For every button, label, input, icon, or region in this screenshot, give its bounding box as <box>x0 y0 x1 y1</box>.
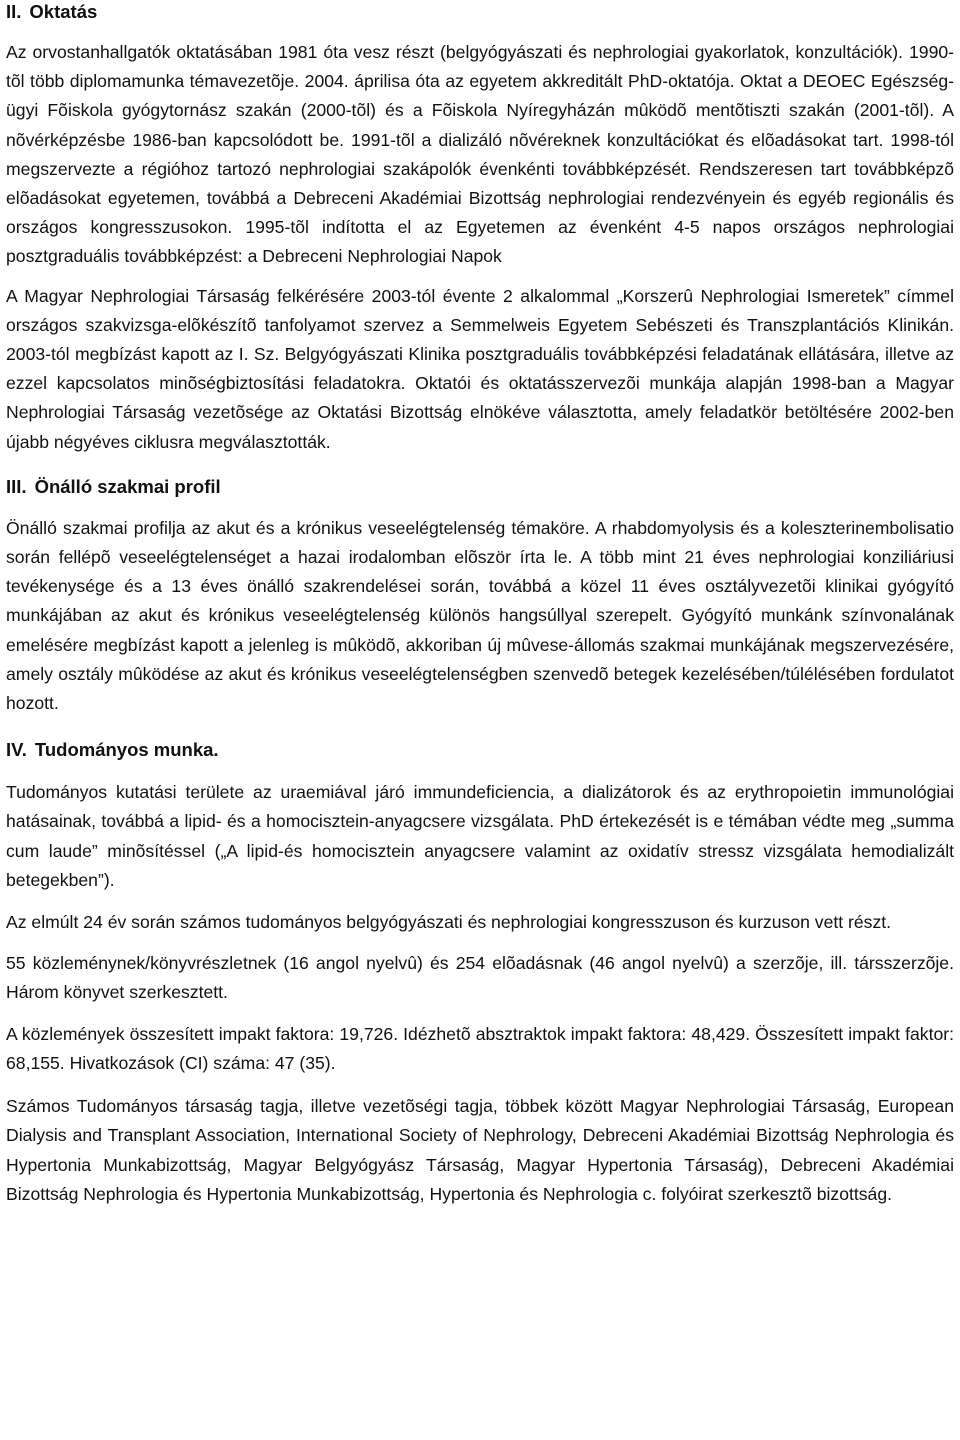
paragraph: A közlemények összesített impakt faktora: 19,726. Idézhetõ absztraktok impakt faktora: 48,429. Összesített impakt faktor: 68,155. Hivatkozások (CI) száma: 47 (35). <box>6 1023 954 1073</box>
section-title: Oktatás <box>29 1 98 22</box>
section-title: Önálló szakmai profil <box>34 475 221 497</box>
paragraph: Az elmúlt 24 év során számos tudományos belgyógyászati és nephrologiai kongresszuson és kurzuson vett részt. <box>6 912 892 933</box>
section-number: III. <box>6 475 27 497</box>
paragraph: 55 közleménynek/könyvrészletnek (16 angol nyelvû) és 254 elõadásnak (46 angol nyelvû) a szerzõje, ill. társszerzõje. Három könyvet szerkesztett. <box>6 953 954 1003</box>
section-title: Tudományos munka. <box>34 739 219 761</box>
paragraph: A Magyar Nephrologiai Társaság felkérésére 2003-tól évente 2 alkalommal „Korszerû Nephrologiai Ismeretek” címmel országos szakvizsga-elõkészítõ tanfolyamot szervez a Semmelweis Egyetem Sebészeti és Transzplantációs Klinikán. 2003-tól megbízást kapott az I. Sz. Belgyógyászati Klinika posztgraduális továbbképzési feladatának ellátására, illetve az ezzel kapcsolatos minõségbiztosítási feladatokra. Oktatói és oktatásszervezõi munkája alapján 1998-ban a Magyar Nephrologiai Társaság vezetõsége az Oktatási Bizottság elnökéve választotta, amely feladatkör betöltésére 2002-ben újabb négyéves ciklusra megválasztották. <box>6 285 954 452</box>
section-heading-oktatas <box>6 0 954 24</box>
paragraph: Tudományos kutatási területe az uraemiával járó immundeficiencia, a dializátorok és az erythropoietin immunológiai hatásainak, továbbá a lipid- és a homocisztein-anyagcsere vizsgálata. PhD értekezését is e témában védte meg „summa cum laude” minõsítéssel („A lipid-és homocisztein anyagcsere valamint az oxidatív stressz vizsgálata hemodializált betegekben”). <box>6 782 954 890</box>
paragraph: Számos Tudományos társaság tagja, illetve vezetõségi tagja, többek között Magyar Nephrologiai Társaság, European Dialysis and Transplant Association, International Society of Nephrology, Debreceni Akadémiai Bizottság Nephrologia és Hypertonia Munkabizottság, Magyar Belgyógyász Társaság, Magyar Hypertonia Társaság), Debreceni Akadémiai Bizottság Nephrologia és Hypertonia Munkabizottság, Hypertonia és Nephrologia c. folyóirat szerkesztõ bizottság. <box>6 1096 954 1204</box>
paragraph: Az orvostanhallgatók oktatásában 1981 óta vesz részt (belgyógyászati és nephrologiai gyakorlatok, konzultációk). 1990-tõl több diplomamunka témavezetõje. 2004. áprilisa óta az egyetem akkreditált PhD-oktatója. Oktat a DEOEC Egészség-ügyi Fõiskola gyógytornász szakán (2000-tõl) és a Fõiskola Nyíregyházán mûködõ mentõtiszti szakán (2001-tõl). A nõvérképzésbe 1986-ban kapcsolódott be. 1991-tõl a dializáló nõvéreknek konzultációkat és elõadásokat tart. 1998-tól megszervezte a régióhoz tartozó nephrologiai szakápolók évenkénti továbbképzését. Rendszeresen tart továbbképzõ elõadásokat egyetemen, továbbá a Debreceni Akadémiai Bizottság nephrologiai rendezvényein és egyéb regionális és országos kongresszusokon. 1995-tõl indította el az Egyetemen az évenként 4-5 napos országos nephrologiai posztgraduális továbbképzést: a Debreceni Nephrologiai Napok <box>6 42 954 267</box>
section-heading-tudomanyos <box>6 738 954 762</box>
section-number: II. <box>6 1 22 22</box>
section-number: IV. <box>6 739 27 761</box>
paragraph: Önálló szakmai profilja az akut és a krónikus veseelégtelenség témaköre. A rhabdomyolysis és a koleszterinembolisatio során fellépõ veseelégtelenséget a hazai irodalomban elõször írta le. A több mint 21 éves nephrologiai konziliáriusi tevékenysége és a 13 éves önálló szakrendelései során, továbbá a közel 11 éves osztályvezetõi klinikai gyógyító munkájában az akut és krónikus veseelégtelenség különös hangsúllyal szerepelt. Gyógyító munkánk színvonalának emelésére megbízást kapott a jelenleg is mûködõ, akkoriban új mûvese-állomás szakmai munkájának megszervezésére, amely osztály mûködése az akut és krónikus veseelégtelenségben szenvedõ betegek kezelésében/túlélésében fordulatot hozott. <box>6 517 954 714</box>
section-heading-profil <box>6 475 954 499</box>
